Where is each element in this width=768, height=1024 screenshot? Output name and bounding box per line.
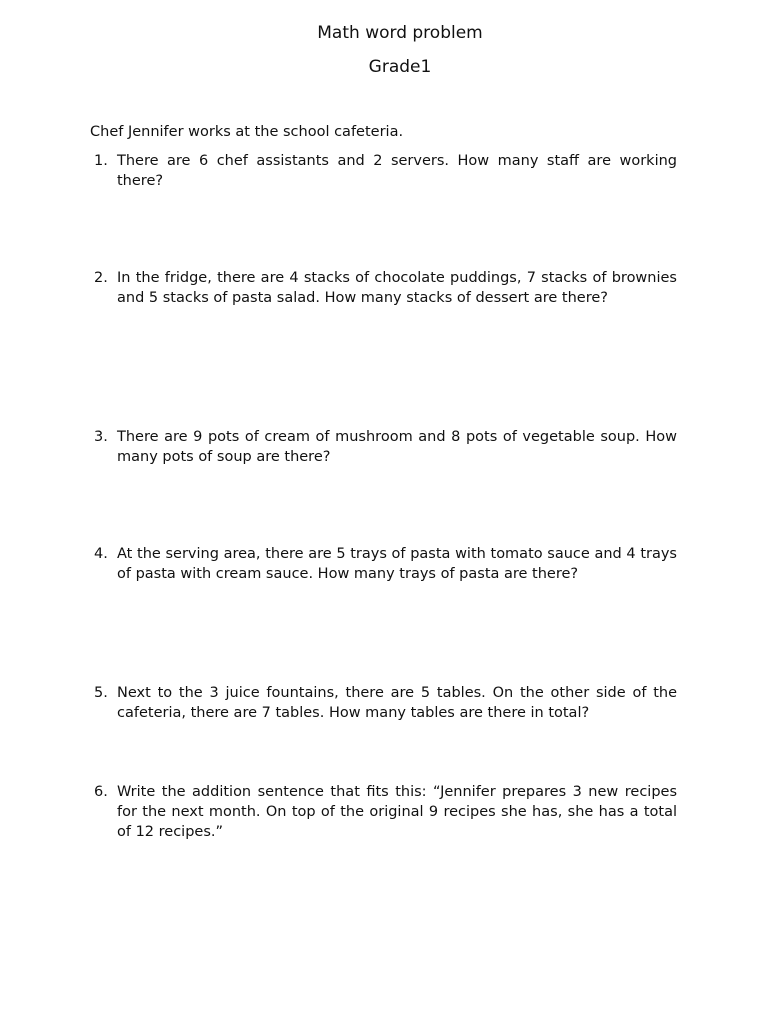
problem-text: There are 6 chef assistants and 2 servers. How many staff are working there? xyxy=(117,153,677,189)
problem-number: 4. xyxy=(94,546,108,562)
problem-number: 5. xyxy=(94,685,108,701)
problem-text: Write the addition sentence that fits this: “Jennifer prepares 3 new recipes for the next month. On top of the original 9 recipes she has, she has a total of 12 recipes.” xyxy=(117,784,677,840)
page-title: Math word problem xyxy=(317,23,483,43)
problem-number: 1. xyxy=(94,153,108,169)
page-subtitle: Grade1 xyxy=(368,57,432,77)
problem-2 xyxy=(94,268,677,308)
intro-text: Chef Jennifer works at the school cafeteria. xyxy=(90,124,404,140)
problem-3 xyxy=(94,427,677,467)
problem-number: 3. xyxy=(94,429,108,445)
problem-5 xyxy=(94,683,677,723)
problem-text: At the serving area, there are 5 trays of pasta with tomato sauce and 4 trays of pasta with cream sauce. How many trays of pasta are there? xyxy=(117,546,677,582)
problem-text: Next to the 3 juice fountains, there are 5 tables. On the other side of the cafeteria, there are 7 tables. How many tables are there in total? xyxy=(117,685,677,721)
problem-text: There are 9 pots of cream of mushroom and 8 pots of vegetable soup. How many pots of soup are there? xyxy=(117,429,677,465)
problem-1 xyxy=(94,151,677,191)
problem-4 xyxy=(94,544,677,584)
problem-text: In the fridge, there are 4 stacks of chocolate puddings, 7 stacks of brownies and 5 stacks of pasta salad. How many stacks of dessert are there? xyxy=(117,270,677,306)
problem-6 xyxy=(94,782,677,842)
problem-number: 2. xyxy=(94,270,108,286)
problem-number: 6. xyxy=(94,784,108,800)
